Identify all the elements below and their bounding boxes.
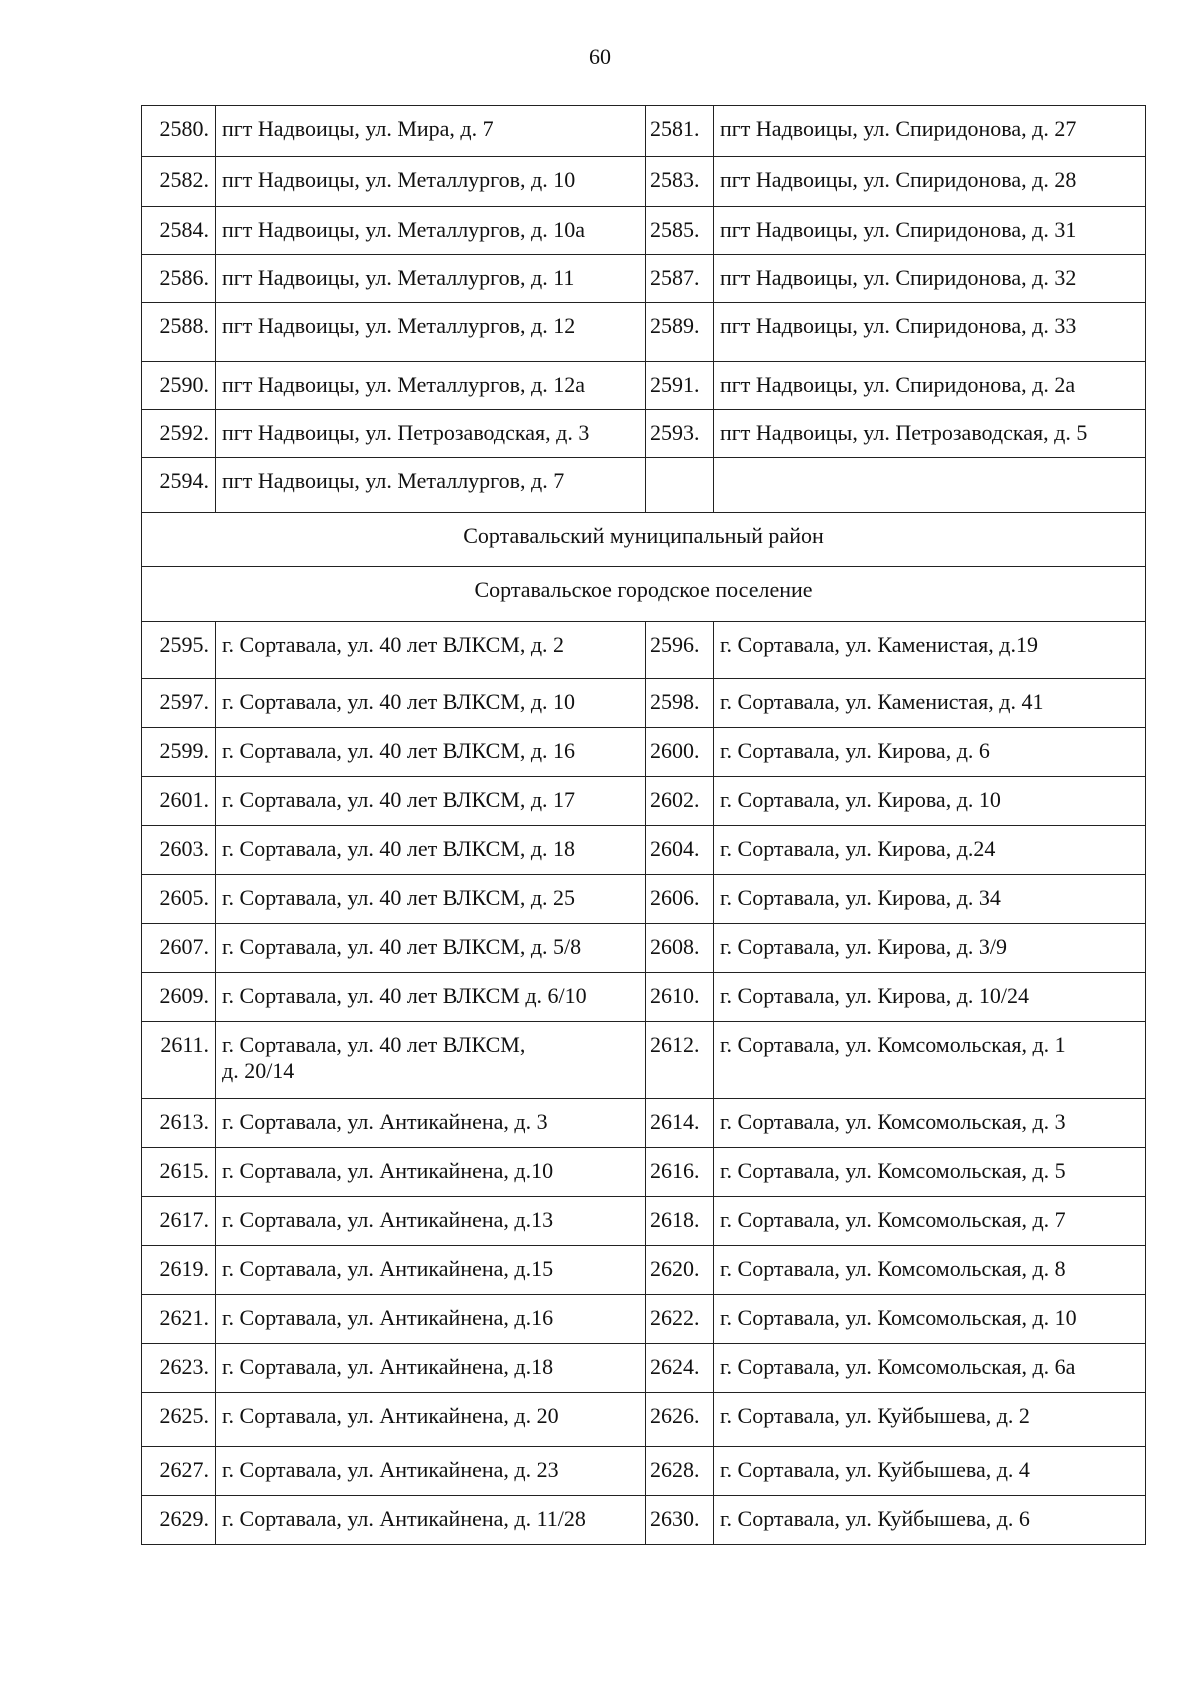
address-text: г. Сортавала, ул. Комсомольская, д. 10 [720,1305,1077,1330]
address [714,973,1146,1022]
address-text: г. Сортавала, ул. Антикайнена, д.15 [222,1256,554,1281]
address-text: пгт Надвоицы, ул. Металлургов, д. 11 [222,265,575,290]
address-text: пгт Надвоицы, ул. Спиридонова, д. 2а [720,372,1076,397]
record-number-text: 2595. [159,632,209,657]
address [216,826,646,875]
address-text: г. Сортавала, ул. Кирова, д. 34 [720,885,1001,910]
record-number [646,303,714,362]
table-row [142,728,1146,777]
table-row [142,303,1146,362]
record-number [646,622,714,679]
table-row [142,106,1146,157]
record-number-text: 2612. [650,1032,700,1057]
address [216,875,646,924]
record-number-text: 2607. [159,934,209,959]
record-number [646,1496,714,1545]
record-number-text: 2611. [160,1032,209,1057]
table-row [142,622,1146,679]
address-text: пгт Надвоицы, ул. Мира, д. 7 [222,116,494,141]
record-number-text: 2597. [159,689,209,714]
record-number-text: 2592. [159,420,209,445]
address [216,362,646,410]
address [714,1496,1146,1545]
record-number [142,1022,216,1099]
record-number-text: 2589. [650,313,700,338]
record-number [142,362,216,410]
address [714,1344,1146,1393]
record-number-text: 2601. [159,787,209,812]
record-number [142,728,216,777]
record-number-text: 2620. [650,1256,700,1281]
address [216,1197,646,1246]
table-row [142,458,1146,513]
record-number [646,1447,714,1496]
record-number-text: 2602. [650,787,700,812]
address-text: г. Сортавала, ул. Кирова, д. 10/24 [720,983,1029,1008]
record-number [646,1148,714,1197]
record-number-text: 2621. [159,1305,209,1330]
address-text: пгт Надвоицы, ул. Спиридонова, д. 31 [720,217,1077,242]
address [714,362,1146,410]
record-number [646,1295,714,1344]
address-text: г. Сортавала, ул. Комсомольская, д. 1 [720,1032,1066,1057]
record-number-text: 2625. [159,1403,209,1428]
address-text: г. Сортавала, ул. Куйбышева, д. 6 [720,1506,1030,1531]
address [714,410,1146,458]
record-number [142,458,216,513]
table-row [142,1344,1146,1393]
record-number-text: 2630. [650,1506,700,1531]
table-row [142,1496,1146,1545]
address [714,1447,1146,1496]
address [714,106,1146,157]
address-text: г. Сортавала, ул. Каменистая, д.19 [720,632,1038,657]
record-number [646,826,714,875]
record-number [142,255,216,303]
address-table [141,105,1146,1545]
record-number [646,1197,714,1246]
address-text: пгт Надвоицы, ул. Спиридонова, д. 27 [720,116,1077,141]
address [714,1393,1146,1447]
address [216,1393,646,1447]
table-row [142,875,1146,924]
page-number: 60 [589,44,611,69]
record-number-text: 2627. [159,1457,209,1482]
address [714,777,1146,826]
address-text-continued: д. 20/14 [222,1058,295,1083]
record-number [646,1393,714,1447]
table-row [142,255,1146,303]
address [714,458,1146,513]
record-number [142,1447,216,1496]
record-number [646,679,714,728]
address-text: г. Сортавала, ул. Антикайнена, д. 11/28 [222,1506,586,1531]
address-text: г. Сортавала, ул. Антикайнена, д.13 [222,1207,554,1232]
address [714,1197,1146,1246]
record-number-text: 2609. [159,983,209,1008]
table-row [142,973,1146,1022]
table-row [142,1099,1146,1148]
address [216,255,646,303]
record-number-text: 2615. [159,1158,209,1183]
record-number-text: 2616. [650,1158,700,1183]
record-number [646,1246,714,1295]
address-text: г. Сортавала, ул. 40 лет ВЛКСМ, д. 17 [222,787,576,812]
record-number-text: 2596. [650,632,700,657]
record-number-text: 2605. [159,885,209,910]
record-number-text: 2583. [650,167,700,192]
address-text: пгт Надвоицы, ул. Металлургов, д. 12 [222,313,576,338]
address-text: г. Сортавала, ул. Антикайнена, д.10 [222,1158,554,1183]
record-number [142,1148,216,1197]
address-text: пгт Надвоицы, ул. Спиридонова, д. 32 [720,265,1077,290]
table-row [142,924,1146,973]
record-number-text: 2591. [650,372,700,397]
table-row [142,826,1146,875]
address [714,1295,1146,1344]
address [714,924,1146,973]
record-number [142,622,216,679]
record-number [646,255,714,303]
record-number [142,875,216,924]
record-number-text: 2614. [650,1109,700,1134]
record-number-text: 2604. [650,836,700,861]
address-text: г. Сортавала, ул. Кирова, д. 10 [720,787,1001,812]
address-text: г. Сортавала, ул. Куйбышева, д. 2 [720,1403,1030,1428]
record-number-text: 2581. [650,116,700,141]
table-row [142,1246,1146,1295]
address-text: г. Сортавала, ул. Комсомольская, д. 6а [720,1354,1076,1379]
address [216,1344,646,1393]
address [216,728,646,777]
record-number-text: 2587. [650,265,700,290]
address [216,1496,646,1545]
record-number [142,1344,216,1393]
record-number [646,1022,714,1099]
record-number [142,973,216,1022]
record-number-text: 2594. [159,468,209,493]
address [216,410,646,458]
address-text: г. Сортавала, ул. Комсомольская, д. 3 [720,1109,1066,1134]
record-number [646,1344,714,1393]
address [216,106,646,157]
record-number-text: 2623. [159,1354,209,1379]
record-number [142,826,216,875]
table-row [142,1022,1146,1099]
address [714,157,1146,207]
record-number-text: 2606. [650,885,700,910]
address-text: г. Сортавала, ул. Комсомольская, д. 5 [720,1158,1066,1183]
record-number [142,777,216,826]
address-text: г. Сортавала, ул. Куйбышева, д. 4 [720,1457,1030,1482]
record-number-text: 2624. [650,1354,700,1379]
record-number [142,207,216,255]
address-text: г. Сортавала, ул. 40 лет ВЛКСМ, д. 16 [222,738,576,763]
address [714,679,1146,728]
address-text: г. Сортавала, ул. Антикайнена, д. 20 [222,1403,559,1428]
address-text: пгт Надвоицы, ул. Спиридонова, д. 28 [720,167,1077,192]
record-number-text: 2584. [159,217,209,242]
record-number-text: 2629. [159,1506,209,1531]
record-number-text: 2617. [159,1207,209,1232]
address [714,1246,1146,1295]
record-number [646,207,714,255]
record-number [646,924,714,973]
address-text: пгт Надвоицы, ул. Металлургов, д. 12а [222,372,585,397]
address [216,458,646,513]
record-number [646,973,714,1022]
address [714,207,1146,255]
address-text: г. Сортавала, ул. Антикайнена, д.16 [222,1305,554,1330]
table-row [142,1447,1146,1496]
address [216,1099,646,1148]
record-number-text: 2613. [159,1109,209,1134]
address [216,679,646,728]
record-number [142,303,216,362]
address-text: г. Сортавала, ул. Кирова, д. 3/9 [720,934,1007,959]
address [714,303,1146,362]
address-text: г. Сортавала, ул. Кирова, д. 6 [720,738,990,763]
record-number [142,1295,216,1344]
address [216,1246,646,1295]
address-table-body [142,106,1146,1545]
record-number-text: 2619. [159,1256,209,1281]
record-number [646,1099,714,1148]
address [216,1447,646,1496]
address [714,255,1146,303]
address-text: г. Сортавала, ул. 40 лет ВЛКСМ, д. 5/8 [222,934,582,959]
address-text: г. Сортавала, ул. Антикайнена, д. 23 [222,1457,559,1482]
address-text: пгт Надвоицы, ул. Спиридонова, д. 33 [720,313,1077,338]
address [714,728,1146,777]
record-number-text: 2598. [650,689,700,714]
record-number-text: 2628. [650,1457,700,1482]
section-title: Сортавальский муниципальный район [142,513,1146,567]
record-number-text: 2626. [650,1403,700,1428]
record-number [142,1246,216,1295]
record-number-text: 2600. [650,738,700,763]
address [714,622,1146,679]
address-text: г. Сортавала, ул. 40 лет ВЛКСМ, д. 2 [222,632,565,657]
address-text: г. Сортавала, ул. 40 лет ВЛКСМ, д. 18 [222,836,576,861]
table-row [142,157,1146,207]
address-text: пгт Надвоицы, ул. Металлургов, д. 7 [222,468,565,493]
address-text: пгт Надвоицы, ул. Металлургов, д. 10а [222,217,585,242]
address-text: г. Сортавала, ул. Кирова, д.24 [720,836,996,861]
address-text: г. Сортавала, ул. Комсомольская, д. 7 [720,1207,1066,1232]
record-number [646,777,714,826]
address-text: г. Сортавала, ул. 40 лет ВЛКСМ, д. 10 [222,689,576,714]
table-row [142,1148,1146,1197]
address-text: пгт Надвоицы, ул. Петрозаводская, д. 3 [222,420,590,445]
record-number [142,1099,216,1148]
record-number-text: 2608. [650,934,700,959]
section-header-row [142,567,1146,622]
table-row [142,1295,1146,1344]
address [216,973,646,1022]
record-number [646,728,714,777]
address [216,924,646,973]
address [216,157,646,207]
address [216,1022,646,1099]
address-text: пгт Надвоицы, ул. Петрозаводская, д. 5 [720,420,1088,445]
record-number [142,924,216,973]
address [216,622,646,679]
record-number [646,875,714,924]
record-number [142,679,216,728]
record-number-text: 2599. [159,738,209,763]
address [216,1295,646,1344]
record-number [142,1197,216,1246]
table-row [142,362,1146,410]
record-number-text: 2593. [650,420,700,445]
record-number [142,1496,216,1545]
record-number [142,106,216,157]
address-text: г. Сортавала, ул. 40 лет ВЛКСМ, [222,1032,526,1057]
address [216,1148,646,1197]
record-number [142,410,216,458]
section-title: Сортавальское городское поселение [142,567,1146,622]
address [714,1099,1146,1148]
address [216,303,646,362]
address [714,875,1146,924]
record-number-text: 2582. [159,167,209,192]
record-number-text: 2610. [650,983,700,1008]
record-number-text: 2590. [159,372,209,397]
record-number [142,157,216,207]
record-number [142,1393,216,1447]
address [714,1148,1146,1197]
address-text: г. Сортавала, ул. Антикайнена, д. 3 [222,1109,548,1134]
record-number [646,362,714,410]
address [216,207,646,255]
record-number-text: 2603. [159,836,209,861]
address-text: г. Сортавала, ул. 40 лет ВЛКСМ д. 6/10 [222,983,587,1008]
table-row [142,1393,1146,1447]
record-number-text: 2622. [650,1305,700,1330]
record-number-text: 2618. [650,1207,700,1232]
address-text: г. Сортавала, ул. Каменистая, д. 41 [720,689,1044,714]
record-number-text: 2588. [159,313,209,338]
address-text: г. Сортавала, ул. Антикайнена, д.18 [222,1354,554,1379]
record-number [646,157,714,207]
address [714,1022,1146,1099]
address-text: пгт Надвоицы, ул. Металлургов, д. 10 [222,167,576,192]
record-number [646,458,714,513]
section-header-row [142,513,1146,567]
record-number-text: 2585. [650,217,700,242]
address-text: г. Сортавала, ул. Комсомольская, д. 8 [720,1256,1066,1281]
table-row [142,207,1146,255]
address [216,777,646,826]
record-number [646,410,714,458]
table-row [142,679,1146,728]
table-row [142,777,1146,826]
address-text: г. Сортавала, ул. 40 лет ВЛКСМ, д. 25 [222,885,576,910]
record-number [646,106,714,157]
record-number-text: 2586. [159,265,209,290]
address [714,826,1146,875]
table-row [142,1197,1146,1246]
record-number-text: 2580. [159,116,209,141]
table-row [142,410,1146,458]
